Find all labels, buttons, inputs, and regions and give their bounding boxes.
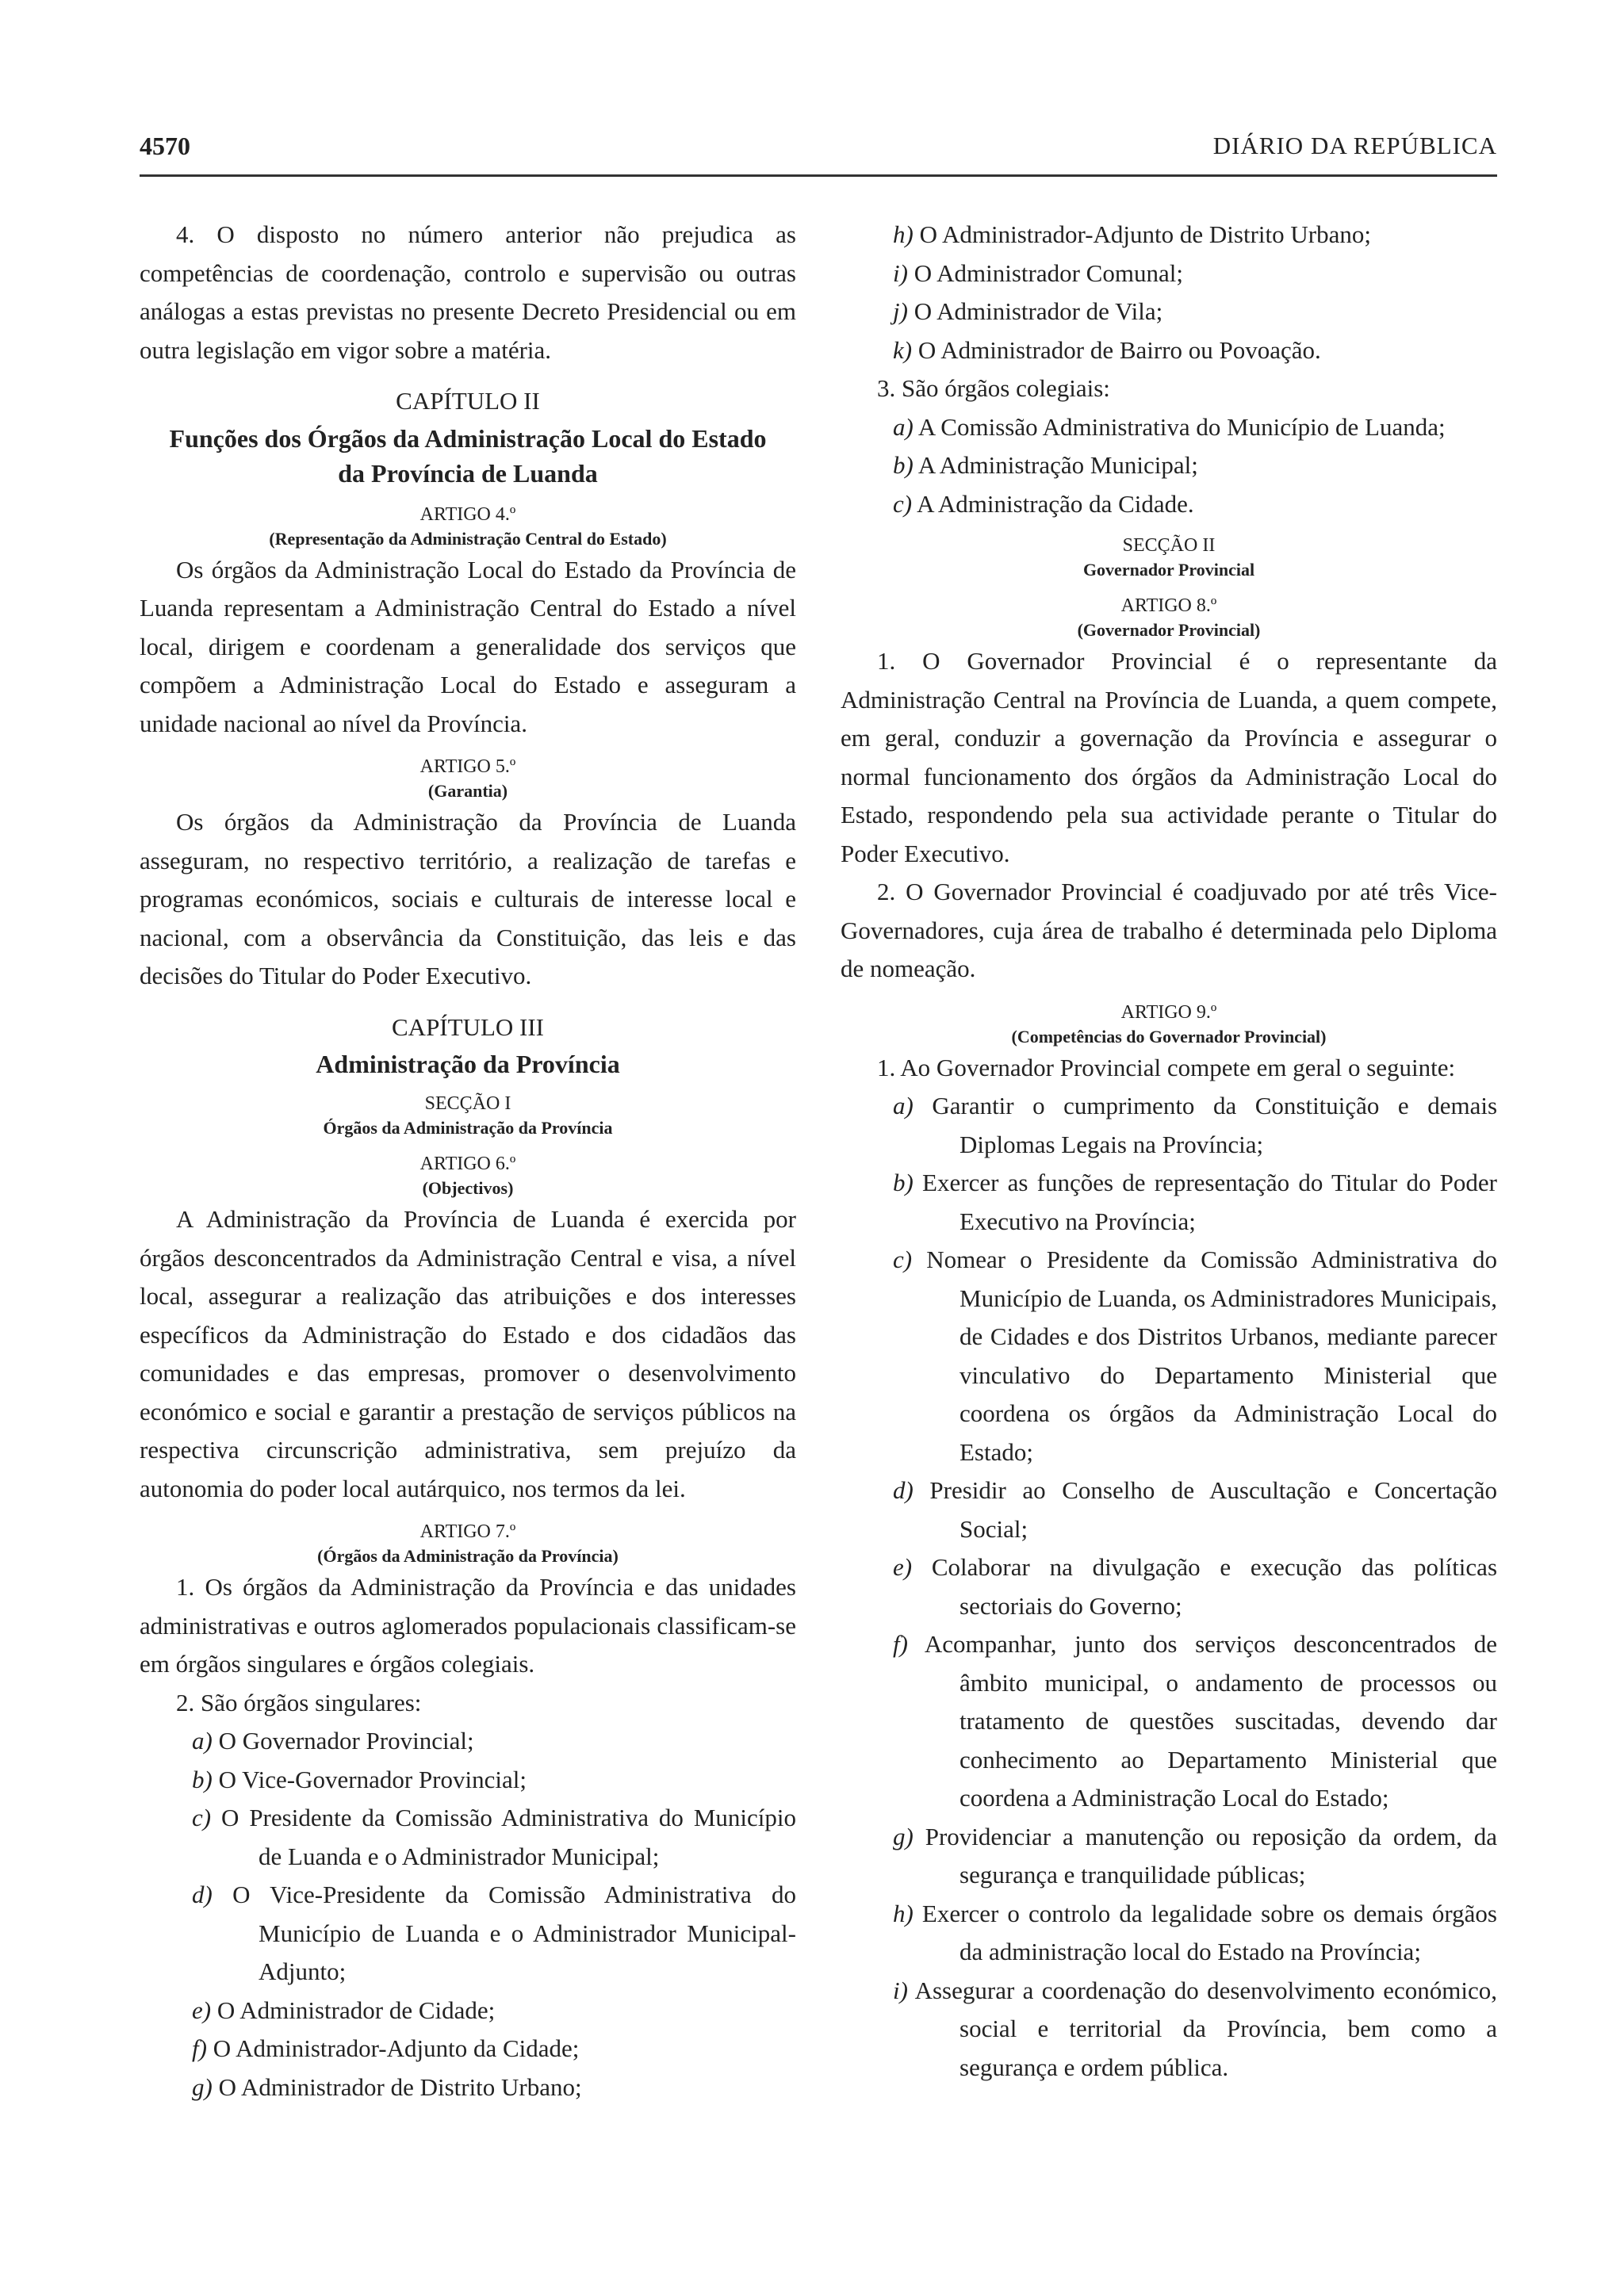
article-6-title: (Objectivos) — [422, 1178, 514, 1198]
chapter-2-title-line1: Funções dos Órgãos da Administração Local do Estado — [169, 423, 767, 453]
list-item: c) A Administração da Cidade. — [893, 489, 1194, 518]
article-5-text: Os órgãos da Administração da Província de Luanda asseguram, no respectivo território, a realização de tarefas e programas económicos, sociais e culturais de interesse local e nacional, com a observância da Constituição, das leis e das decisões do Titular do Poder Executivo. — [140, 808, 796, 989]
article-8-paragraph-1: 1. O Governador Provincial é o representante da Administração Central na Província de Luanda, a quem compete, em geral, conduzir a governação da Província e assegurar o normal funcionamento dos órgãos da Administração Local do Estado, respondendo pela sua actividade perante o Titular do Poder Executivo. — [841, 647, 1497, 867]
article-6-label: ARTIGO 6.º — [419, 1154, 516, 1174]
article-8-paragraph-2: 2. O Governador Provincial é coadjuvado por até três Vice-Governadores, cuja área de trabalho é determinada pelo Diploma de nomeação. — [841, 878, 1497, 982]
chapter-2-label: CAPÍTULO II — [396, 387, 540, 415]
list-item: h) O Administrador-Adjunto de Distrito Urbano; — [893, 220, 1371, 248]
list-item: i) Assegurar a coordenação do desenvolvimento económico, social e territorial da Província, bem como a segurança e ordem pública. — [893, 1976, 1497, 2081]
article-5-label: ARTIGO 5.º — [419, 756, 516, 777]
section-2-title: Governador Provincial — [1082, 560, 1255, 580]
list-item: b) O Vice-Governador Provincial; — [192, 1765, 527, 1793]
page-header — [140, 132, 1497, 177]
list-item: e) Colaborar na divulgação e execução das políticas sectoriais do Governo; — [893, 1553, 1498, 1620]
list-item: k) O Administrador de Bairro ou Povoação. — [893, 335, 1321, 364]
list-item: g) Providenciar a manutenção ou reposição da ordem, da segurança e tranquilidade públicas; — [893, 1822, 1498, 1888]
article-9-title: (Competências do Governador Provincial) — [1011, 1026, 1327, 1047]
list-item: h) Exercer o controlo da legalidade sobre os demais órgãos da administração local do Estado na Província; — [893, 1899, 1497, 1965]
list-item: c) O Presidente da Comissão Administrativa do Município de Luanda e o Administrador Municipal; — [192, 1804, 796, 1870]
article-4-title: (Representação da Administração Central do Estado) — [269, 528, 667, 549]
list-item: b) Exercer as funções de representação do Titular do Poder Executivo na Província; — [893, 1169, 1497, 1235]
list-item: e) O Administrador de Cidade; — [192, 1996, 496, 2024]
list-item: a) Garantir o cumprimento da Constituição e demais Diplomas Legais na Província; — [893, 1092, 1498, 1158]
list-item: a) A Comissão Administrativa do Município de Luanda; — [893, 412, 1446, 441]
article-7-label: ARTIGO 7.º — [419, 1521, 516, 1542]
article-8-label: ARTIGO 8.º — [1120, 595, 1217, 616]
list-item: a) O Governador Provincial; — [192, 1727, 474, 1755]
section-1-label: SECÇÃO I — [424, 1093, 511, 1114]
list-item: f) O Administrador-Adjunto da Cidade; — [192, 2034, 580, 2062]
article-4-text: Os órgãos da Administração Local do Estado da Província de Luanda representam a Administração Central do Estado a nível local, dirigem e coordenam a generalidade dos serviços que compõem a Administração Local do Estado e asseguram a unidade nacional ao nível da Província. — [140, 555, 796, 737]
chapter-3-label: CAPÍTULO III — [392, 1012, 544, 1041]
list-item: j) O Administrador de Vila; — [893, 297, 1163, 325]
list-item: d) O Vice-Presidente da Comissão Administrativa do Município de Luanda e o Administrador Municipal-Adjunto; — [192, 1881, 797, 1985]
article-9-paragraph-1: 1. Ao Governador Provincial compete em geral o seguinte: — [877, 1053, 1456, 1081]
right-column — [841, 216, 1497, 2087]
article-4-label: ARTIGO 4.º — [419, 503, 516, 525]
page-number: 4570 — [140, 132, 190, 160]
article-7-paragraph-1: 1. Os órgãos da Administração da Província e das unidades administrativas e outros aglomerados populacionais classificam-se em órgãos singulares e órgãos colegiais. — [140, 1573, 796, 1678]
article-5-title: (Garantia) — [427, 781, 508, 801]
article-8-title: (Governador Provincial) — [1077, 620, 1261, 640]
list-item: i) O Administrador Comunal; — [893, 258, 1183, 287]
list-item: c) Nomear o Presidente da Comissão Administrativa do Município de Luanda, os Administradores Municipais, de Cidades e dos Distritos Urbanos, mediante parecer vinculativo do Departamento Ministerial que coordena os órgãos da Administração Local do Estado; — [893, 1246, 1498, 1466]
article-6-text: A Administração da Província de Luanda é exercida por órgãos desconcentrados da Administração Central e visa, a nível local, assegurar a realização das atribuições e dos interesses específicos da Administração do Estado e dos cidadãos das comunidades e das empresas, promover o desenvolvimento económico e social e garantir a prestação de serviços públicos na respectiva circunscrição administrativa, sem prejuízo da autonomia do poder local autárquico, nos termos da lei. — [140, 1205, 796, 1502]
list-item: b) A Administração Municipal; — [893, 451, 1198, 479]
left-column — [140, 216, 796, 2107]
list-item: f) Acompanhar, junto dos serviços desconcentrados de âmbito municipal, o andamento de processos ou tratamento de questões suscitadas, devendo dar conhecimento ao Departamento Ministerial que coordena a Administração Local do Estado; — [893, 1630, 1497, 1812]
list-item: g) O Administrador de Distrito Urbano; — [192, 2072, 582, 2101]
article-9-label: ARTIGO 9.º — [1120, 1001, 1217, 1023]
paragraph-4: 4. O disposto no número anterior não prejudica as competências de coordenação, controlo e supervisão ou outras análogas a estas previstas no presente Decreto Presidencial ou em outra legislação em vigor sobre a matéria. — [140, 220, 796, 364]
article-7-paragraph-3: 3. São órgãos colegiais: — [877, 374, 1110, 402]
section-1-title: Órgãos da Administração da Província — [323, 1118, 613, 1138]
journal-title: DIÁRIO DA REPÚBLICA — [1212, 132, 1497, 159]
list-item: d) Presidir ao Conselho de Auscultação e Concertação Social; — [893, 1476, 1497, 1543]
chapter-2-title-line2: da Província de Luanda — [338, 458, 598, 488]
section-2-label: SECÇÃO II — [1122, 535, 1216, 556]
article-7-paragraph-2: 2. São órgãos singulares: — [176, 1688, 422, 1716]
article-7-title: (Órgãos da Administração da Província) — [317, 1546, 619, 1566]
chapter-3-title: Administração da Província — [316, 1050, 620, 1078]
